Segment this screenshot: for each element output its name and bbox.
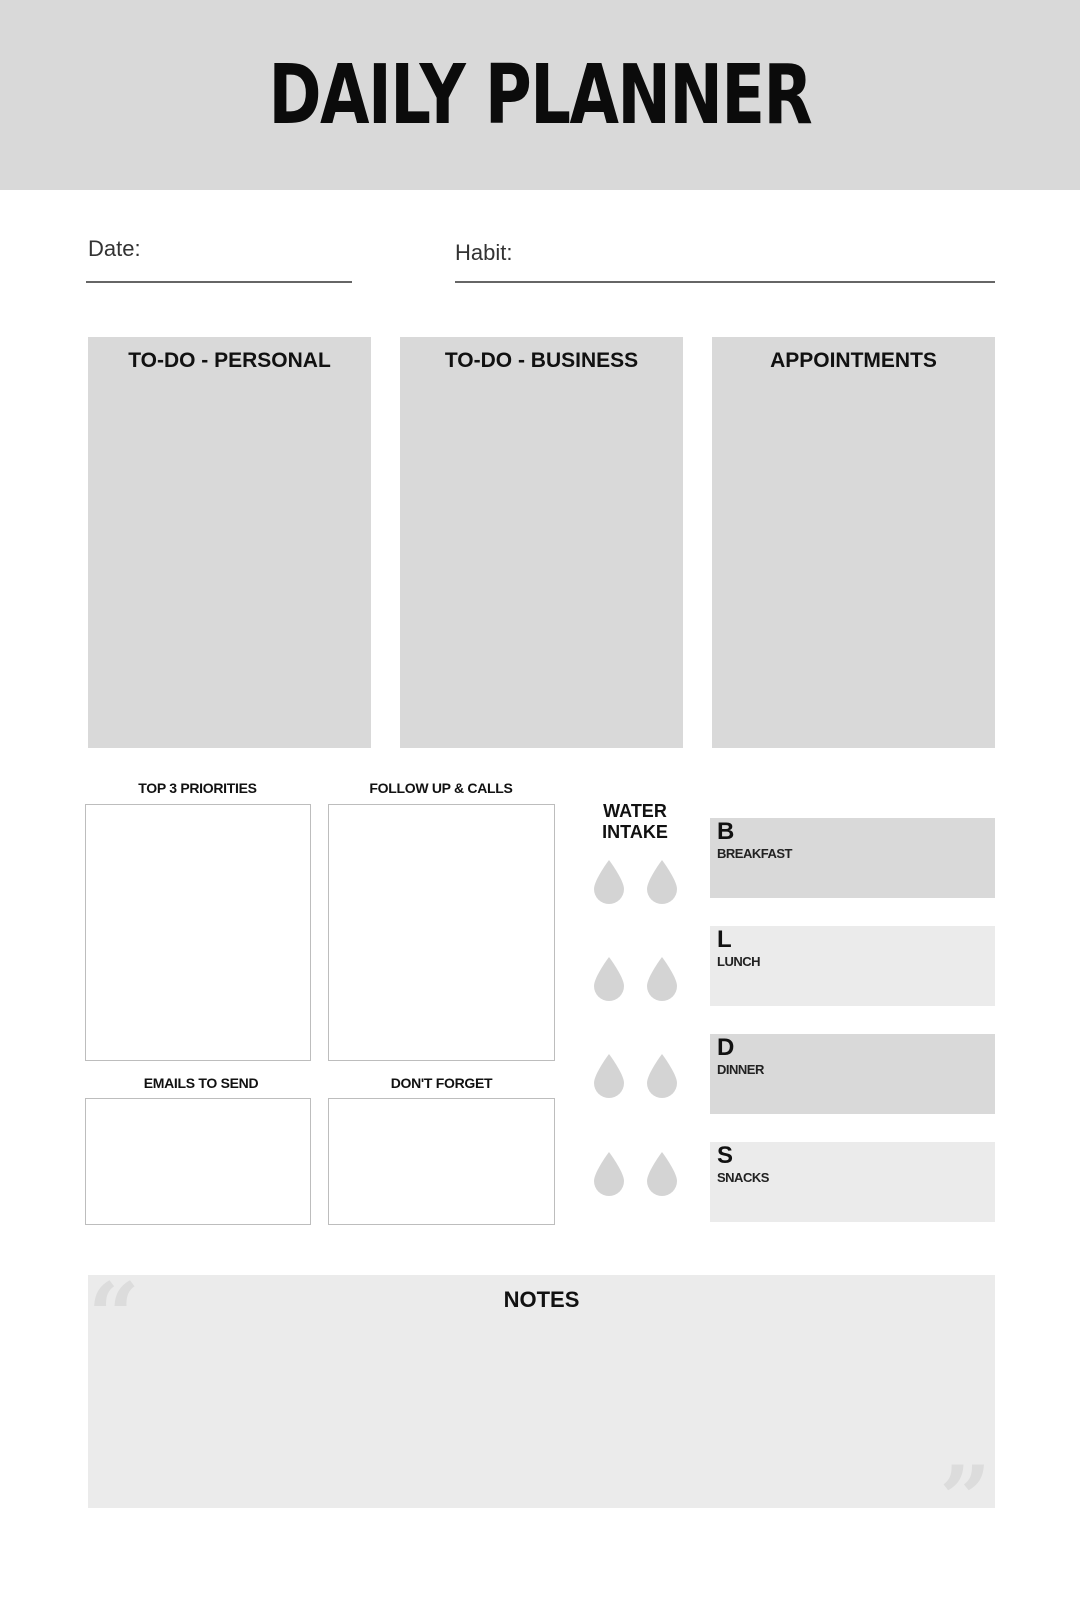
notes-title: NOTES [503,1287,580,1312]
water-drop-icon[interactable] [647,957,677,1001]
todo-personal-title: TO-DO - PERSONAL [128,349,331,372]
meal-label: BREAKFAST [717,846,792,861]
header-banner [0,0,1080,190]
habit-label: Habit: [455,240,513,265]
meal-label: DINNER [717,1062,764,1077]
water-drop-icon[interactable] [647,1152,677,1196]
priorities-title: TOP 3 PRIORITIES [138,780,257,796]
meal-letter: B [717,818,735,845]
meal-letter: L [717,926,732,953]
open-quote-icon: “ [88,1263,140,1369]
meal-breakfast-box[interactable] [710,818,995,898]
dont-forget-box[interactable] [328,1098,555,1225]
todo-business-title: TO-DO - BUSINESS [444,349,639,372]
page-title: DAILY PLANNER [268,47,812,143]
meal-letter: D [717,1034,735,1061]
meal-label: SNACKS [717,1170,769,1185]
habit-field[interactable] [455,281,995,283]
appointments-box[interactable] [712,337,995,748]
date-field[interactable] [86,281,352,283]
water-drop-icon[interactable] [647,860,677,904]
water-title-line1: WATER [603,801,667,821]
water-intake-title [585,801,685,843]
follow-up-box[interactable] [328,804,555,1061]
water-drop-icon[interactable] [594,957,624,1001]
emails-title: EMAILS TO SEND [143,1075,259,1091]
meal-snacks-box[interactable] [710,1142,995,1222]
todo-business-box[interactable] [400,337,683,748]
water-drop-icon[interactable] [647,1054,677,1098]
close-quote-icon: ” [939,1446,991,1552]
todo-personal-box[interactable] [88,337,371,748]
dont-forget-title: DON'T FORGET [390,1075,493,1091]
meal-dinner-box[interactable] [710,1034,995,1114]
meal-letter: S [717,1142,734,1169]
date-label: Date: [88,236,141,261]
water-drop-icon[interactable] [594,860,624,904]
meal-lunch-box[interactable] [710,926,995,1006]
follow-up-title: FOLLOW UP & CALLS [369,780,513,796]
notes-box[interactable] [88,1263,995,1552]
emails-box[interactable] [85,1098,311,1225]
water-drop-icon[interactable] [594,1054,624,1098]
water-drop-icon[interactable] [594,1152,624,1196]
appointments-title: APPOINTMENTS [770,349,937,372]
water-title-line2: INTAKE [602,822,668,842]
priorities-box[interactable] [85,804,311,1061]
meal-label: LUNCH [717,954,760,969]
